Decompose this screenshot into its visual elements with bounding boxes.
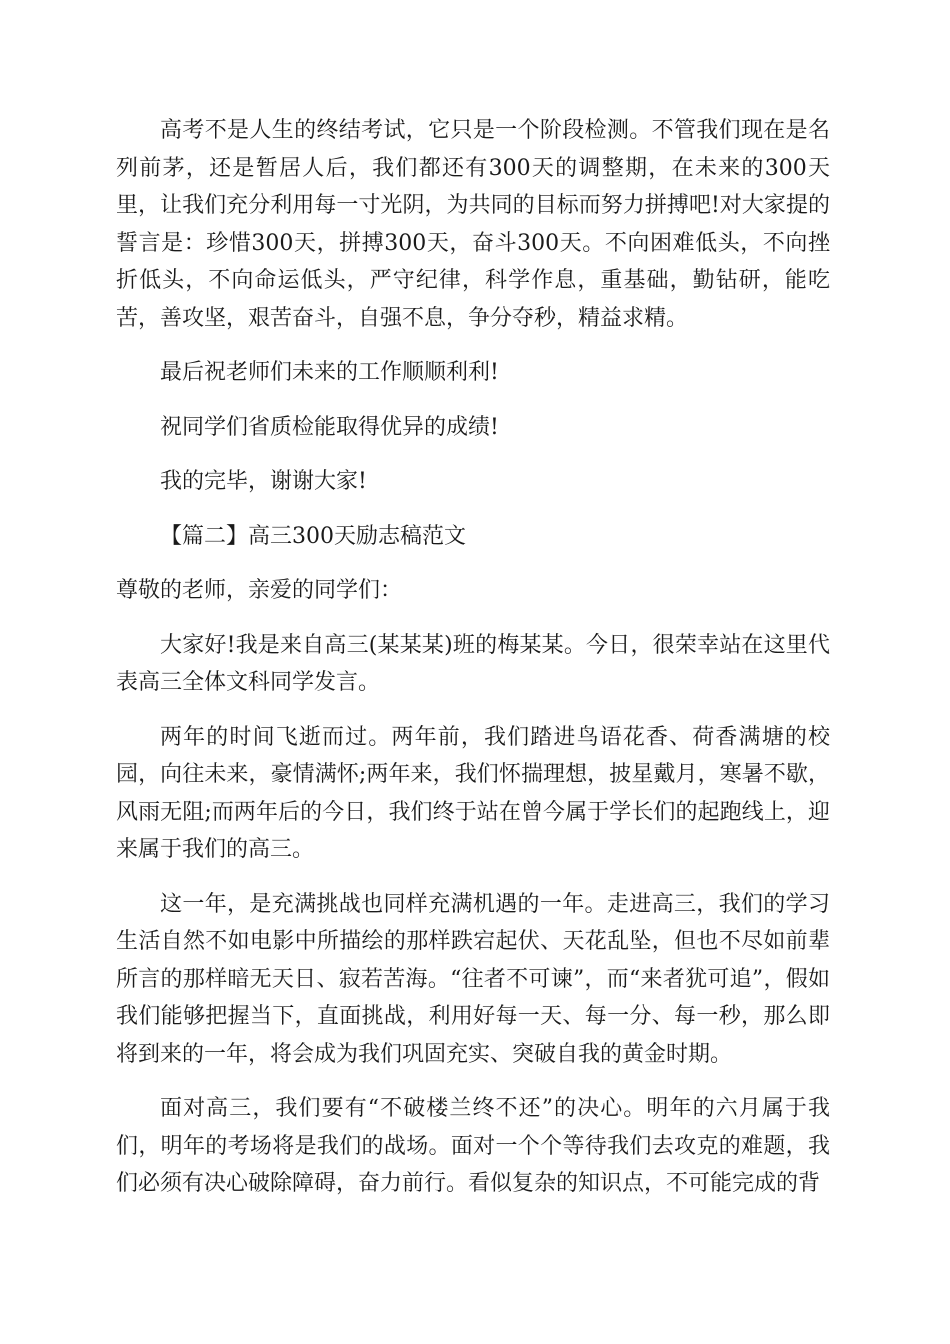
salutation: 尊敬的老师，亲爱的同学们：	[116, 578, 403, 603]
paragraph-wish-teachers: 最后祝老师们未来的工作顺顺利利!	[160, 360, 499, 385]
section-heading: 【篇二】高三300天励志稿范文	[160, 523, 466, 549]
paragraph-two-years: 两年的时间飞逝而过。两年前，我们踏进鸟语花香、荷香满塘的校园，向往未来，豪情满怀;两年来，我们怀揣理想，披星戴月，寒暑不歇，风雨无阻;而两年后的今日，我们终于站在曾今属于学长们的起跑线上，迎来属于我们的高三。	[116, 724, 830, 862]
paragraph-wish-students: 祝同学们省质检能取得优异的成绩!	[160, 414, 499, 440]
paragraph-determination: 面对高三，我们要有“不破楼兰终不还”的决心。明年的六月属于我们，明年的考场将是我们的战场。面对一个个等待我们去攻克的难题，我们必须有决心破除障碍，奋力前行。看似复杂的知识点，不可能完成的背	[116, 1096, 830, 1196]
paragraph-this-year: 这一年，是充满挑战也同样充满机遇的一年。走进高三，我们的学习生活自然不如电影中所描绘的那样跌宕起伏、天花乱坠，但也不尽如前辈所言的那样暗无天日、寂若苦海。“往者不可谏”，而“来者犹可追”，假如我们能够把握当下，直面挑战，利用好每一天、每一分、每一秒，那么即将到来的一年，将会成为我们巩固充实、突破自我的黄金时期。	[116, 891, 830, 1067]
paragraph-closing: 我的完毕，谢谢大家!	[160, 469, 367, 494]
document-page	[116, 112, 830, 1220]
paragraph-greeting: 大家好!我是来自高三(某某某)班的梅某某。今日，很荣幸站在这里代表高三全体文科同学发言。	[116, 632, 830, 695]
paragraph-exam-stage: 高考不是人生的终结考试，它只是一个阶段检测。不管我们现在是名列前茅，还是暂居人后，我们都还有300天的调整期，在未来的300天里，让我们充分利用每一寸光阴，为共同的目标而努力拼搏吧!对大家提的誓言是：珍惜300天，拼搏300天，奋斗300天。不向困难低头，不向挫折低头，不向命运低头，严守纪律，科学作息，重基础，勤钻研，能吃苦，善攻坚，艰苦奋斗，自强不息，争分夺秒，精益求精。	[116, 118, 830, 331]
